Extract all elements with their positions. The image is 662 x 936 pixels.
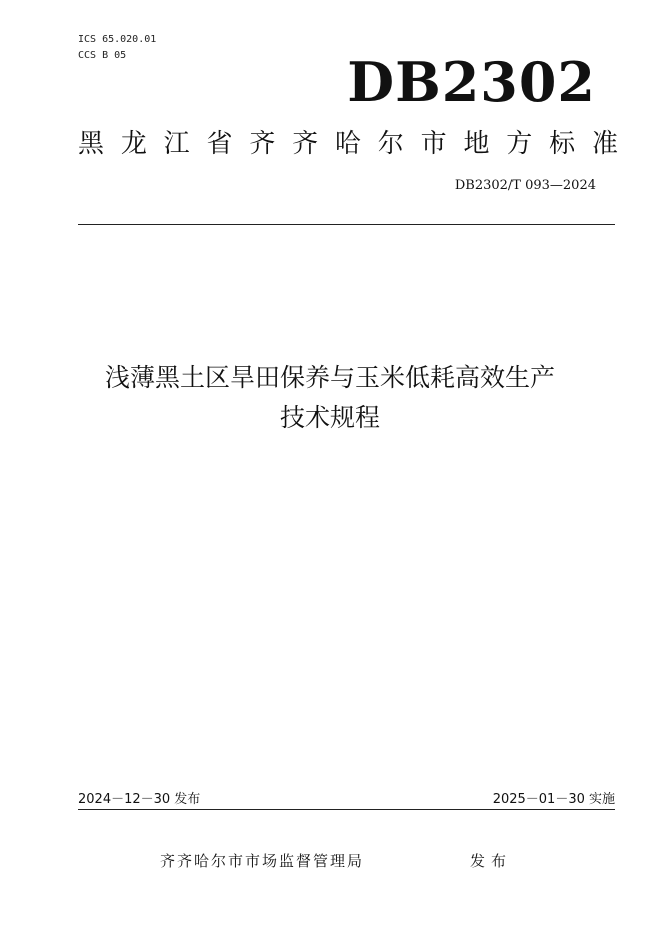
- standard-type-char: 尔: [377, 129, 404, 159]
- footer-divider: [78, 809, 615, 810]
- issue-label: 发布: [470, 852, 513, 870]
- standard-type-char: 准: [591, 129, 618, 159]
- standard-type-char: 黑: [78, 129, 105, 159]
- standard-type-char: 地: [463, 129, 490, 159]
- standard-type-char: 方: [506, 129, 533, 159]
- header-divider: [78, 224, 615, 225]
- standard-type-char: 齐: [249, 129, 276, 159]
- standard-type-char: 市: [420, 129, 447, 159]
- db-mark: DB2302: [347, 50, 596, 114]
- standard-number: DB2302/T 093—2024: [454, 178, 596, 193]
- issuing-authority: 齐齐哈尔市市场监督管理局: [160, 852, 365, 870]
- standard-type-char: 省: [206, 129, 233, 159]
- standard-type-char: 标: [549, 129, 576, 159]
- publish-date: 2024－12－30 发布: [78, 792, 201, 807]
- standard-type-char: 龙: [120, 129, 147, 159]
- title-line-1: 浅薄黑土区旱田保养与玉米低耗高效生产: [104, 363, 555, 392]
- standard-type: [78, 124, 618, 164]
- standard-type-char: 齐: [292, 129, 319, 159]
- document-title: [30, 358, 630, 438]
- standard-type-char: 江: [163, 129, 190, 159]
- classification-codes: [78, 32, 156, 64]
- title-line-2: 技术规程: [279, 403, 380, 432]
- implement-date: 2025－01－30 实施: [492, 792, 615, 807]
- ics-code: ICS 65.020.01: [78, 34, 157, 45]
- ccs-code: CCS B 05: [78, 50, 127, 61]
- standard-type-char: 哈: [334, 129, 361, 159]
